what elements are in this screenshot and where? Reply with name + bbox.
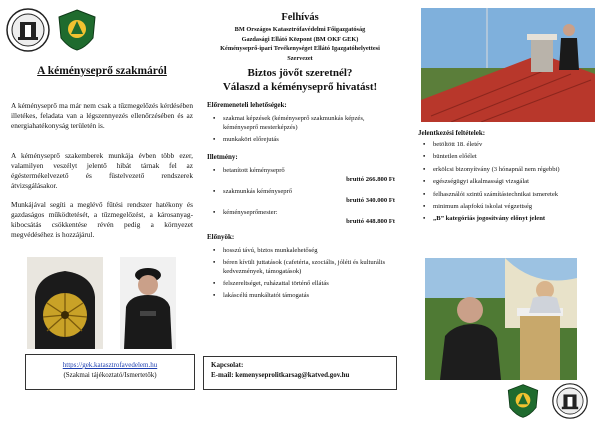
call-header (205, 12, 395, 63)
salary-label: betanított kéményseprő (223, 167, 285, 174)
sweeps-at-work-photo (425, 258, 577, 380)
list-item: • lakáscélú munkáltatói támogatás (207, 291, 395, 300)
salary-price: bruttó 266.800 Ft (346, 176, 395, 183)
list-item: • betöltött 18. életév (417, 140, 595, 149)
list-item: • béren kívüli juttatások (cafetéria, szociális, jóléti és kulturális kedvezmények, támogatások) (207, 258, 395, 276)
advancement-title: Előremeneteli lehetőségek: (207, 101, 287, 109)
chimney-sweep-emblem-bottom-icon (552, 383, 588, 419)
slogan-line-2: Válaszd a kéményseprő hivatást! (222, 81, 378, 93)
salary-label: kéményseprőmester: (223, 209, 278, 216)
disaster-management-emblem-icon (55, 8, 99, 52)
salary-label: szakmunkás kéményseprő (223, 188, 293, 195)
salary-item (207, 187, 395, 205)
list-item: • szakmai képzések (kéményseprő szakmunkás képzés, kéményseprő mesterképzés) (207, 114, 395, 132)
salary-price: bruttó 448.800 Ft (346, 218, 395, 225)
salary-item (207, 166, 395, 184)
slogan (205, 66, 395, 94)
advancement-list (207, 114, 395, 147)
felhivas-title: Felhívás (281, 12, 319, 23)
list-item: • felhasználói szintű számítástechnikai ismeretek (417, 190, 595, 199)
disaster-management-emblem-bottom-icon (505, 383, 541, 419)
org-line-2: Gazdasági Ellátó Központ (BM OKF GEK) (241, 35, 359, 43)
slogan-line-1: Biztos jövőt szeretnél? (247, 67, 353, 79)
website-link[interactable]: https://gek.katasztrofavedelem.hu (62, 361, 158, 369)
list-item: • erkölcsi bizonyítvány (3 hónapnál nem régebbi) (417, 165, 595, 174)
salary-title: Illetmény: (207, 153, 238, 161)
left-paragraph-3: Munkájával segíti a meglévő fűtési rendszer hatékony és gazdaságos működtetését, a tűzmegelőzést, a károsanyag-kibocsátás csökkentése révén pedig a környezet megvédéséhez is hozzájárul. (11, 200, 193, 239)
list-item: • egészségügyi alkalmassági vizsgálat (417, 177, 595, 186)
org-line-3: Kéményseprő-ipari Tevékenységet Ellátó Igazgatóhelyettesi (220, 45, 380, 52)
application-requirements-list (417, 140, 595, 227)
left-paragraph-2: A kéményseprő szakemberek munkája évben több ezer, valamilyen veszélyt jelentő hibát tárnak fel az égéstermékelvezető és füstelvezető rendszerek átvizsgálásakor. (11, 151, 193, 190)
list-item: • hosszú távú, biztos munkalehetőség (207, 246, 395, 255)
website-link-box (25, 354, 195, 390)
list-item: • munkaköri előrejutás (207, 135, 395, 144)
sweep-back-photo (27, 257, 103, 349)
application-requirements-title: Jelentkezési feltételek: (418, 129, 486, 137)
org-line-4: Szervezet (287, 54, 313, 62)
contact-email[interactable]: E-mail: kemenyseprolitkarsag@katved.gov.hu (211, 371, 350, 379)
list-item: • büntetlen előélet (417, 152, 595, 161)
contact-title: Kapcsolat: (211, 361, 244, 369)
rooftop-photo (421, 8, 595, 122)
list-item: • minimum alapfokú iskolai végzettség (417, 202, 595, 211)
benefits-title: Előnyök: (207, 233, 235, 241)
salary-price: bruttó 340.000 Ft (346, 197, 395, 204)
contact-box (203, 356, 397, 390)
salary-list (207, 166, 395, 229)
org-line-1: BM Országos Katasztrófavédelmi Főigazgatóság (234, 26, 366, 33)
list-item: • felszereltséget, ruházattal történő ellátás (207, 279, 395, 288)
list-item: • „B” kategóriás jogosítvány előnyt jelent (417, 214, 595, 223)
website-link-note: (Szakmai tájékoztató/Ismertetők) (63, 371, 157, 379)
sweep-portrait-photo (120, 257, 176, 349)
left-heading: A kéményseprő szakmáról (37, 65, 167, 77)
left-paragraph-1: A kéményseprő ma már nem csak a tűzmegelőzés kérdésében illetékes, feladata van a légszennyezés ellenőrzésében és az energiahatékonyság területén is. (11, 101, 193, 130)
benefits-list (207, 246, 395, 303)
chimney-sweep-emblem-icon (6, 8, 50, 52)
salary-item (207, 208, 395, 226)
